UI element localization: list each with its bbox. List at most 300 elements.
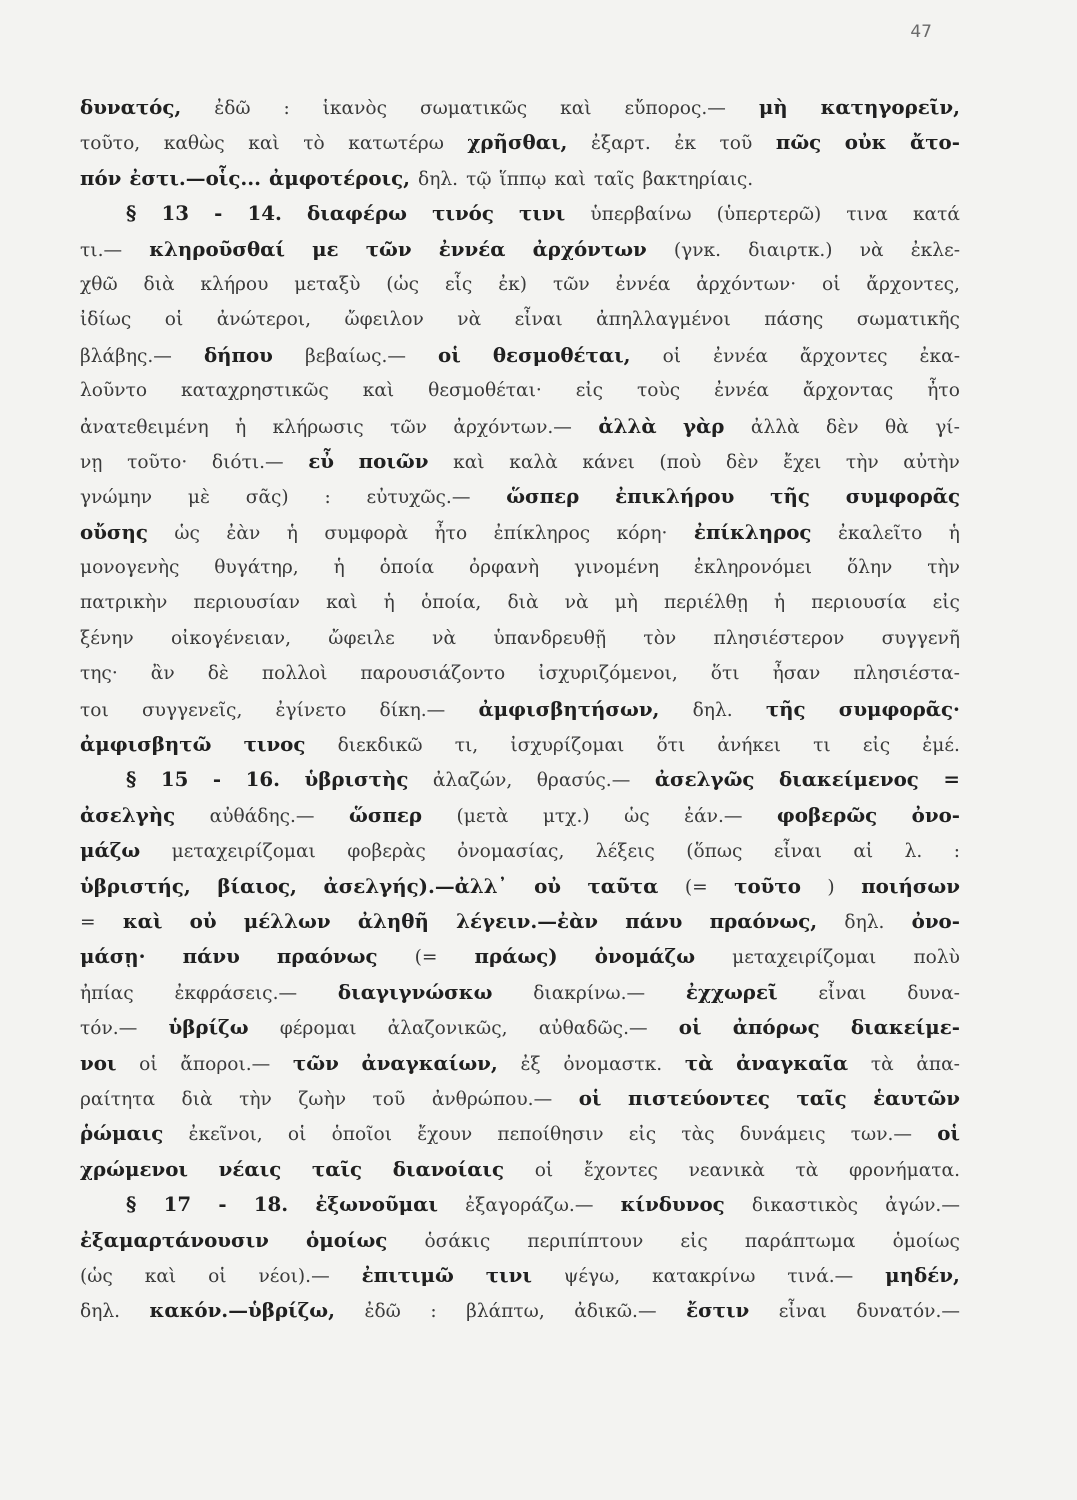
gloss-word: βλάπτω, [466,1301,545,1323]
bold-lemma-word: οἱ [937,1121,960,1146]
bold-lemma-word: τῆς [770,484,810,509]
gloss-word: ὁποία [379,557,435,579]
bold-lemma-word: 18. [253,1192,289,1217]
gloss-word: αὐθάδης.— [209,805,315,827]
gloss-word: περιουσία [811,592,907,614]
bold-lemma-word: 13 [161,201,190,226]
bold-lemma-word: ῥώμαις [80,1121,164,1146]
gloss-word: μὴ [614,592,638,614]
bold-lemma-word: με [312,236,339,261]
gloss-word: λ. [904,841,923,863]
text-line [80,798,960,833]
gloss-word: καὶ [326,592,358,614]
gloss-word: ἐννέα [615,273,671,295]
gloss-word: ὁποῖοι [331,1124,392,1146]
gloss-word: ἦτο [434,522,468,544]
gloss-word: (= [414,947,438,969]
bold-lemma-word: πάνυ [625,908,683,933]
gloss-word: ἔχουν [417,1124,473,1146]
bold-lemma-word: τινός [432,201,494,226]
text-line [80,479,960,514]
gloss-word: (ὑπερτερῶ) [716,204,822,226]
gloss-word: τοῦτο· [127,451,188,473]
bold-lemma-word: συμφορᾶς [845,484,960,509]
bold-lemma-word: τινι [485,1262,532,1287]
bold-lemma-word: ἐπιτιμῶ [361,1262,454,1287]
gloss-word: καὶ [453,451,485,473]
bold-lemma-word: ὁμοίως [306,1227,388,1252]
gloss-word: : [283,98,290,119]
gloss-word: οἱ [164,309,184,331]
gloss-word: καλὰ [509,451,558,473]
bold-lemma-word: ἀλλὰ [598,413,657,438]
bold-lemma-word: οὐκ [844,130,887,155]
gloss-word: οἱ [822,273,841,295]
gloss-word: καὶ [560,98,592,119]
gloss-word: ἄρχοντες, [866,273,960,295]
gloss-word: ἐξαγοράζω.— [465,1195,594,1217]
gloss-word: ἐκαλεῖτο [837,522,923,544]
bold-lemma-word: ἀναγκαῖα [736,1050,849,1075]
gloss-word: ἄρχοντας [802,380,894,402]
gloss-word: κλήρωσις [272,416,364,438]
text-line [80,125,960,160]
bold-lemma-word: πῶς [775,130,822,155]
bold-lemma-word: οὐ [534,873,561,898]
bold-lemma-word: οὔσης [80,519,148,544]
bold-lemma-word: ἐννέα [438,236,506,261]
gloss-word: ἀλαζονικῶς, [387,1018,508,1040]
gloss-word: δηλ. [692,699,733,721]
bold-lemma-word: § [126,201,137,226]
text-line [80,373,960,408]
gloss-word: κάνει [582,451,635,473]
gloss-word: δὲν [826,416,859,438]
gloss-word: τοι [80,699,109,721]
bold-lemma-word: χρῆσθαι, [467,130,568,155]
gloss-word: θὰ [884,416,909,438]
gloss-word: ἐκληρονόμει [693,557,813,579]
gloss-word: εἶναι [514,309,563,331]
gloss-word: ψέγω, [563,1265,621,1287]
gloss-word: τὴν [927,557,960,579]
gloss-word: νέοι).— [258,1265,330,1287]
gloss-word: δηλ. [80,1301,121,1323]
bold-lemma-word: κακόν.—ὑβρίζω, [149,1298,336,1323]
gloss-word: ἀπηλλαγμένοι [596,309,731,331]
gloss-word: ἐκα- [919,345,960,367]
bold-lemma-word: καὶ [122,908,163,933]
text-line [80,1152,960,1187]
bold-lemma-word: ἀσελγῶς [654,767,755,792]
text-line [80,621,960,656]
gloss-word: λέξεις [595,841,655,863]
gloss-word: καθὼς [163,133,225,155]
gloss-word: ὤφειλε [328,627,395,649]
bold-lemma-word: κίνδυνος [620,1192,725,1217]
gloss-word: τὰ [870,1053,894,1075]
bold-lemma-word: πράως) [474,944,558,969]
gloss-word: αὐθαδῶς.— [538,1018,648,1040]
gloss-word: ἐξαρτ. [590,133,651,155]
text-line [80,1293,960,1328]
gloss-word: τῶν [390,416,427,438]
gloss-word: ξένην [80,627,134,649]
gloss-word: ἐξ [520,1053,541,1075]
gloss-word: της· [80,663,118,685]
gloss-word: (γνκ. [673,239,722,261]
gloss-word: εἰς [932,592,960,614]
gloss-word: οἱ [139,1053,158,1075]
bold-lemma-word: ἄτο- [910,130,960,155]
gloss-word: ἀνθρώπου.— [431,1088,553,1110]
bold-lemma-word: διανοίαις [392,1156,505,1181]
text-line [80,338,960,373]
gloss-word: βεβαίως.— [304,345,407,367]
bold-lemma-word: μὴ [758,95,788,119]
gloss-word: περιέλθῃ [664,592,748,614]
gloss-word: μεταχειρίζομαι [171,841,316,863]
text-line [80,1046,960,1081]
gloss-word: τι.— [80,239,123,261]
gloss-word: μὲ [187,487,210,509]
bold-lemma-word: συμφορᾶς· [838,696,960,721]
text-line [80,90,960,125]
bold-lemma-word: ταῖς [311,1156,363,1181]
gloss-word: τινα [846,204,888,226]
gloss-word: τὰς [681,1124,715,1146]
gloss-word: ὑπανδρευθῇ [493,627,607,649]
gloss-word: κλήρου [200,273,269,295]
bold-lemma-word: τῶν [292,1050,339,1075]
gloss-word: οἱ [287,1124,307,1146]
bold-lemma-word: ὑβρίζω [168,1015,249,1040]
bold-lemma-word: πραόνως [276,944,378,969]
bold-lemma-word: ἀρχόντων [532,236,647,261]
bold-lemma-word: φοβερῶς [776,802,878,827]
gloss-word: ὑπερβαίνω [590,204,692,226]
text-line [80,692,960,727]
gloss-word: γινομένη [573,557,660,579]
gloss-word: διεκδικῶ [337,735,423,757]
gloss-word: εἰς [575,380,604,402]
bold-lemma-word: § [126,1192,137,1217]
text-line [80,1258,960,1293]
gloss-word: συγγενῆ [881,627,960,649]
gloss-word: πατρικὴν [80,592,168,614]
gloss-word: κατά [912,204,960,226]
bold-lemma-word: οἱ [578,1085,602,1110]
bold-lemma-word: § [126,767,137,792]
gloss-word: πολὺ [913,947,960,969]
bold-lemma-word: κληροῦσθαί [149,236,285,261]
bold-lemma-word: ἀμφισβητήσων, [478,696,660,721]
gloss-word: τι [813,735,831,757]
gloss-word: διὰ [507,592,539,614]
gloss-word: : [324,487,331,509]
bold-lemma-word: μάζω [80,838,141,863]
gloss-word: (ὅπως [686,841,743,863]
bold-lemma-word: οἱ [678,1015,702,1040]
bold-lemma-word: ποιήσων [861,873,960,898]
gloss-word: δυνατόν.— [856,1301,960,1323]
gloss-word: καὶ [362,380,395,402]
text-line [80,267,960,302]
gloss-word: οἱ [662,345,682,367]
gloss-word: ἐμέ. [922,735,960,757]
gloss-word: ἐγίνετο [275,699,347,721]
gloss-word: (ὡς [386,273,420,295]
bold-lemma-word: ἐξαμαρτάνουσιν [80,1227,269,1252]
gloss-word: πολλοὶ [261,663,328,685]
bold-lemma-word: οἱ [438,342,461,367]
bold-lemma-word: διαγιγνώσκω [337,979,493,1004]
gloss-word: διότι.— [211,451,284,473]
gloss-word: τῷ [466,168,492,190]
text-line [80,1187,960,1222]
gloss-word: ὀνομαστκ. [563,1053,663,1075]
gloss-word: συγγενεῖς, [141,699,243,721]
gloss-word: παρουσιάζοντο [360,663,506,685]
bold-lemma-word: ἀσελγὴς [80,802,176,827]
bold-lemma-word: κατηγορεῖν, [820,95,960,119]
gloss-word: πλησιέστα- [853,663,960,685]
gloss-word: δυνα- [907,982,960,1004]
text-line [80,727,960,762]
bold-lemma-word: μάσῃ· [80,944,146,969]
text-line [80,1116,960,1151]
gloss-word: θεσμοθέται· [428,380,542,402]
bold-lemma-word: ἔστιν [686,1298,750,1323]
gloss-word: ἡ [286,522,298,544]
gloss-word: φέρομαι [279,1018,357,1040]
gloss-word: βλάβης.— [80,345,172,367]
gloss-word: ὁποία, [420,592,482,614]
bold-lemma-word: ἀναγκαίων, [361,1050,498,1075]
gloss-word: τὴν [845,451,879,473]
bold-lemma-word: - [214,201,223,226]
gloss-word: ἂν [150,663,175,685]
gloss-word: (= [684,876,708,898]
gloss-word: = [80,911,96,933]
gloss-word: οἱ [534,1159,554,1181]
bold-lemma-word: λέγειν.—ἐὰν [456,908,599,933]
gloss-word: τὸ [303,133,325,155]
gloss-word: ὅτι [656,735,686,757]
gloss-word: κατακρίνω [652,1265,756,1287]
gloss-word: ἐννέα [714,380,769,402]
bold-lemma-word: ὀνομάζω [594,944,696,969]
text-line [80,762,960,797]
gloss-word: τοῦτο, [80,133,141,155]
bold-lemma-word: νοι [80,1050,117,1075]
text-line [80,302,960,337]
gloss-word: δυνάμεις [739,1124,826,1146]
gloss-word: εἶναι [818,982,867,1004]
gloss-word: ραίτητα [80,1088,156,1110]
gloss-word: τὸν [643,627,677,649]
gloss-word: διὰ [181,1088,213,1110]
gloss-word: ἀδικῶ.— [574,1301,657,1323]
gloss-word: ἀλλὰ [750,416,800,438]
gloss-word: δὲν [726,451,759,473]
bold-lemma-word: μηδέν, [885,1262,960,1287]
gloss-word: καταχρηστικῶς [181,380,329,402]
bold-lemma-word: νέαις [218,1156,282,1181]
text-line [80,409,960,444]
gloss-word: οἱ [208,1265,227,1287]
gloss-word: ὡς [624,805,650,827]
bold-lemma-word: θεσμοθέται, [492,342,631,367]
text-line [80,1081,960,1116]
gloss-word: ζωὴν [298,1088,347,1110]
gloss-word: ἰσχυρίζομαι [510,735,625,757]
gloss-word: νὰ [564,592,589,614]
gloss-word: ἡ [948,522,960,544]
text-line [80,656,960,691]
gloss-word: τοῦ [719,133,753,155]
gloss-word: δικαστικὸς [751,1195,859,1217]
gloss-word: ἐκεῖνοι, [188,1124,263,1146]
gloss-word: ἐκ) [498,273,528,295]
gloss-word: κατωτέρω [348,133,444,155]
gloss-word: ἐκ [674,133,696,155]
text-line [80,161,960,196]
gloss-word: σωματικῆς [856,309,960,331]
gloss-word: ἡ [235,416,247,438]
gloss-word: ἡ [333,557,345,579]
gloss-word: ἱκανὸς [322,98,388,119]
bold-lemma-word: ὑβριστὴς [304,767,409,792]
bold-lemma-word: ἀμφισβητῶ [80,732,212,757]
gloss-word: ἀνώτεροι, [216,309,312,331]
gloss-word: ἐκλε- [910,239,960,261]
bold-lemma-word: ἀπόρως [732,1015,820,1040]
gloss-word: εἶναι [778,1301,827,1323]
gloss-word: αὐτὴν [903,451,960,473]
gloss-word: ὁμοίως [892,1230,960,1252]
gloss-word: βακτηρίαις. [642,168,754,190]
gloss-word: τοῦ [372,1088,406,1110]
gloss-word: ἐκφράσεις.— [174,982,298,1004]
bold-lemma-word: - [212,767,222,792]
gloss-word: ἐὰν [226,522,261,544]
gloss-word: τόν.— [80,1018,138,1040]
bold-lemma-word: ὀνο- [911,908,960,933]
gloss-word: ὀρφανὴ [468,557,540,579]
gloss-word: πεποίθησιν [497,1124,604,1146]
gloss-word: θρασύς.— [536,770,631,792]
bold-lemma-word: ταῦτα [587,873,659,898]
text-line [80,444,960,479]
gloss-word: ἀρχόντων.— [453,416,572,438]
gloss-word: καὶ [144,1265,177,1287]
bold-lemma-word: = [943,767,960,792]
gloss-word: τοὺς [637,380,681,402]
text-line [80,515,960,550]
bold-lemma-word: ἐχχωρεῖ [685,979,778,1004]
gloss-word: τὴν [239,1088,272,1110]
text-line [80,585,960,620]
text-line [80,196,960,231]
bold-lemma-word: ὑβριστής, [80,873,191,898]
gloss-word: νεανικὰ [688,1159,765,1181]
gloss-word: : [953,841,960,863]
gloss-word: εἰς [862,735,891,757]
gloss-word: ἐδῶ [364,1301,401,1323]
gloss-word: συμφορὰ [324,522,409,544]
gloss-word: ἐδῶ [214,98,251,119]
gloss-word: δὲ [207,663,229,685]
bold-lemma-word: 17 [163,1192,192,1217]
gloss-word: ἀγών.— [885,1195,960,1217]
bold-lemma-word: ἐξωνοῦμαι [315,1192,438,1217]
gloss-word: ἠπίας [80,982,134,1004]
gloss-word: ὅλην [846,557,893,579]
gloss-word: δηλ. [844,911,885,933]
text-line [80,1010,960,1045]
gloss-word: γί- [935,416,960,438]
gloss-word: λοῦντο [80,380,148,402]
bold-lemma-word: χρώμενοι [80,1156,188,1181]
gloss-word: των.— [850,1124,913,1146]
gloss-word: φρονήματα. [849,1159,960,1181]
gloss-word: παράπτωμα [744,1230,856,1252]
gloss-word: ὅτι [710,663,740,685]
gloss-word: νὰ [457,309,482,331]
text-line [80,833,960,868]
gloss-word: μτχ.) [542,805,590,827]
gloss-word: ) [827,876,835,898]
gloss-word: νὰ [432,627,457,649]
text-line [80,939,960,974]
gloss-word: : [430,1301,437,1323]
commentary-text [80,90,960,1329]
bold-lemma-word: δήπου [203,342,273,367]
bold-lemma-word: τῶν [365,236,412,261]
text-line [80,869,960,904]
gloss-word: περιπίπτουν [527,1230,644,1252]
text-line [80,904,960,939]
gloss-word: νῃ [80,451,103,473]
text-line [80,232,960,267]
bold-lemma-word: - [218,1192,227,1217]
gloss-word: τι, [454,735,479,757]
gloss-word: φοβερὰς [347,841,426,863]
bold-lemma-word: 14. [247,201,282,226]
gloss-word: ἔχοντες [583,1159,658,1181]
text-line [80,550,960,585]
gloss-word: ὤφειλον [344,309,424,331]
bold-lemma-word: τῆς [765,696,806,721]
bold-lemma-word: ἀμφοτέροις, [269,165,411,190]
gloss-word: περιουσίαν [193,592,300,614]
gloss-word: ἀρχόντων· [696,273,797,295]
gloss-word: εὔπορος.— [624,98,726,119]
bold-lemma-word: 15 [160,767,189,792]
text-line [80,975,960,1010]
gloss-word: δίκη.— [379,699,446,721]
gloss-word: (ὡς [80,1265,113,1287]
gloss-word: (μετὰ [456,805,509,827]
bold-lemma-word: διαφέρω [307,201,407,226]
bold-lemma-word: τινος [243,732,306,757]
gloss-word: ἄποροι.— [180,1053,271,1075]
text-line [80,1223,960,1258]
bold-lemma-word: ἑαυτῶν [873,1085,960,1110]
gloss-word: ὀνομασίας, [457,841,565,863]
bold-lemma-word: πάνυ [182,944,240,969]
